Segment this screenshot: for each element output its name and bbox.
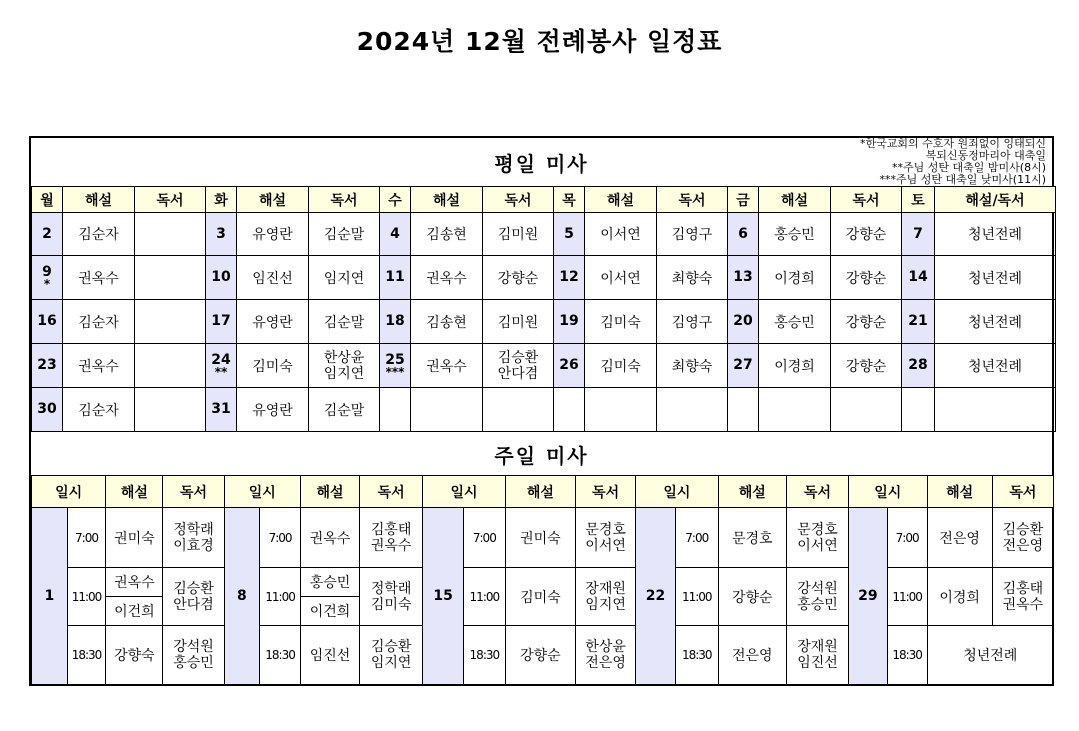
reader-name: 이서연 [797,537,838,554]
reading-cell: 김미원 [483,300,554,344]
reader-name: 임지연 [370,655,412,671]
reader-name: 정학래 [370,580,412,597]
reading-cell: 강향순 [831,300,902,344]
reading-cell [309,344,380,388]
mass-time: 18:30 [675,626,718,685]
commentary-cell: 김순자 [63,388,135,432]
day-number: 28 [908,357,928,373]
mass-time: 11:00 [260,568,301,626]
reader-name: 김승환 [173,580,214,597]
reader-name: 임지연 [323,365,365,382]
reading-cell [786,568,848,626]
sunday-mass-title: 주일 미사 [494,443,589,468]
commentary-reading-cell: 청년전례 [935,344,1056,388]
note-line: *한국교회의 수호자 원죄없이 잉태되신 [859,137,1046,150]
day-number: 19 [559,313,579,329]
reader-name: 장재원 [585,580,626,597]
reading-cell [360,626,423,685]
empty-cell [483,388,554,432]
reading-cell [135,388,206,432]
mass-time: 18:30 [887,626,927,685]
note-line: ***주님 성탄 대축일 낮미사(11시) [879,173,1046,186]
reader-name: 이서연 [585,537,626,554]
reader-name: 문경호 [797,521,838,538]
commentary-cell: 김미숙 [585,344,657,388]
reader-name: 강석원 [797,580,838,597]
header-cell: 해설 [718,476,786,508]
day-number-cell [728,256,759,300]
day-number: 4 [390,225,400,242]
commentary-cell: 김순자 [63,213,135,256]
header-cell: 해설 [927,476,992,508]
reader-name: 김홍태 [370,521,412,538]
reading-cell: 강향순 [831,213,902,256]
day-number: 31 [211,401,231,417]
header-cell: 일시 [636,476,719,508]
day-number-cell [206,213,237,256]
day-number: 24 [211,352,231,368]
commentary-cell: 권옥수 [411,256,483,300]
day-number: 9 [42,264,52,280]
day-number-cell [554,344,585,388]
reading-cell [576,568,636,626]
day-number: 30 [37,401,57,417]
reading-cell: 최향숙 [657,344,728,388]
commentary-reading-cell: 청년전례 [935,300,1056,344]
sunday-date-cell: 15 [423,508,464,685]
day-number: 2 [42,225,52,242]
reading-cell [992,508,1053,568]
day-number: 17 [211,313,231,329]
reader-name: 한상윤 [585,639,626,655]
commentary-cell: 권미숙 [106,508,163,568]
reader-name: 강석원 [173,639,214,655]
reader-name: 안다겸 [497,365,539,382]
sunday-date-cell: 8 [224,508,260,685]
commentary-cell: 김미숙 [237,344,309,388]
sunday-header-row [32,476,1054,508]
day-number: 6 [738,225,748,242]
reading-cell: 강향순 [831,256,902,300]
header-cell: 월 [32,187,63,213]
commentary-reading-cell: 청년전례 [935,256,1056,300]
mass-time: 18:30 [463,626,505,685]
reading-cell: 김영구 [657,300,728,344]
header-cell: 일시 [224,476,300,508]
day-number: 25 [385,352,405,368]
commentary-cell: 전은영 [718,626,786,685]
header-cell: 독서 [786,476,848,508]
empty-cell [657,388,728,432]
day-number: 18 [385,313,405,329]
reading-cell [163,508,224,568]
reading-cell: 최향숙 [657,256,728,300]
reading-cell [135,256,206,300]
empty-cell [585,388,657,432]
sunday-date-cell: 1 [32,508,68,685]
commentary-cell: 강향순 [718,568,786,626]
empty-cell [759,388,831,432]
mass-time: 11:00 [67,568,106,626]
reading-cell [786,626,848,685]
reading-cell [163,568,224,626]
reader-name: 권옥수 [370,537,412,554]
reading-cell [576,508,636,568]
day-number-cell [206,256,237,300]
day-number-cell [902,344,935,388]
commentary-cell: 강향숙 [106,626,163,685]
commentary-cell: 이서연 [585,213,657,256]
day-number: 20 [733,313,753,329]
empty-cell [554,388,585,432]
day-number: 5 [564,225,574,242]
commentary-cell: 홍승민 [759,213,831,256]
commentary-cell: 이건희 [300,597,359,626]
reader-name: 김홍태 [1002,580,1044,597]
sunday-row [32,626,1054,685]
commentary-reading-cell: 청년전례 [935,213,1056,256]
commentary-reading-cell: 청년전례 [927,626,1053,685]
mass-time: 11:00 [463,568,505,626]
day-number-cell [554,213,585,256]
day-number-cell [32,344,63,388]
commentary-cell: 권옥수 [300,508,359,568]
day-number-cell [380,256,411,300]
mass-time: 11:00 [887,568,927,626]
day-number: 14 [908,269,928,285]
sunday-row [32,508,1054,568]
header-cell: 독서 [576,476,636,508]
header-cell: 해설 [759,187,831,213]
weekday-row [32,388,1056,432]
reading-cell [360,508,423,568]
header-cell: 금 [728,187,759,213]
day-number-cell [32,300,63,344]
commentary-cell: 이건희 [106,597,163,626]
page-title: 2024년 12월 전례봉사 일정표 [356,27,723,56]
note-line: 복되신동정마리아 대축일 [925,149,1046,162]
mass-time: 18:30 [67,626,106,685]
day-number-cell [728,300,759,344]
commentary-cell: 권옥수 [411,344,483,388]
reading-cell: 강향순 [483,256,554,300]
day-number-cell [206,344,237,388]
day-number: 10 [211,269,231,285]
empty-cell [831,388,902,432]
empty-cell [728,388,759,432]
reader-name: 홍승민 [797,596,838,613]
mass-time: 7:00 [260,508,301,568]
reading-cell: 강향순 [831,344,902,388]
reading-cell: 김미원 [483,213,554,256]
commentary-cell: 이경희 [927,568,992,626]
day-number: 26 [559,357,579,373]
header-cell: 화 [206,187,237,213]
commentary-cell: 김송현 [411,213,483,256]
commentary-cell: 이서연 [585,256,657,300]
empty-cell [380,388,411,432]
commentary-cell: 홍승민 [300,568,359,597]
reader-name: 문경호 [585,521,626,538]
weekday-mass-title: 평일 미사 [494,151,589,176]
weekday-row [32,344,1056,388]
reader-name: 임지연 [585,596,626,613]
weekday-notes [860,138,1046,186]
commentary-cell: 강향순 [505,626,575,685]
header-cell: 해설 [106,476,163,508]
header-cell: 일시 [849,476,927,508]
commentary-cell: 김미숙 [585,300,657,344]
reader-name: 홍승민 [173,655,214,671]
header-cell: 독서 [135,187,206,213]
schedule-table [29,136,1054,686]
header-cell: 해설 [411,187,483,213]
day-number: 21 [908,313,928,329]
header-cell: 해설 [300,476,359,508]
day-number-cell [902,213,935,256]
mass-time: 18:30 [260,626,301,685]
reading-cell [135,213,206,256]
reading-cell: 김영구 [657,213,728,256]
reading-cell [576,626,636,685]
reader-name: 김미숙 [370,596,412,613]
header-cell: 독서 [657,187,728,213]
header-cell: 일시 [32,476,106,508]
day-number-cell [554,300,585,344]
header-cell: 토 [902,187,935,213]
header-cell: 일시 [423,476,506,508]
reader-name: 권옥수 [1002,596,1044,613]
day-number: 11 [385,269,405,285]
header-cell: 수 [380,187,411,213]
mass-time: 11:00 [675,568,718,626]
reading-cell: 김순말 [309,300,380,344]
commentary-cell: 임진선 [300,626,359,685]
reading-cell [992,568,1053,626]
commentary-cell: 유영란 [237,213,309,256]
reading-cell: 김순말 [309,388,380,432]
header-cell: 독서 [309,187,380,213]
day-number: 3 [216,225,226,242]
commentary-cell: 임진선 [237,256,309,300]
reader-name: 임진선 [797,655,838,671]
reader-name: 전은영 [1002,537,1044,554]
weekday-row [32,213,1056,256]
reading-cell [360,568,423,626]
special-mass-mark: * [43,277,51,291]
header-cell: 해설 [585,187,657,213]
day-number-cell [728,213,759,256]
day-number-cell [380,213,411,256]
header-cell: 해설 [237,187,309,213]
commentary-cell: 이경희 [759,344,831,388]
day-number-cell [554,256,585,300]
reading-cell [135,300,206,344]
day-number-cell [902,300,935,344]
note-line: **주님 성탄 대축일 밤미사(8시) [892,161,1046,174]
day-number-cell [32,388,63,432]
mass-time: 7:00 [887,508,927,568]
empty-cell [935,388,1056,432]
weekday-header-row [32,187,1056,213]
reader-name: 전은영 [585,655,626,671]
commentary-cell: 전은영 [927,508,992,568]
commentary-cell: 유영란 [237,388,309,432]
day-number-cell [206,388,237,432]
commentary-cell: 문경호 [718,508,786,568]
sunday-row [32,568,1054,597]
sunday-table [31,475,1054,685]
reader-name: 이효경 [173,537,214,554]
day-number-cell [728,344,759,388]
day-number: 23 [37,357,57,373]
reading-cell: 김순말 [309,213,380,256]
special-mass-mark: ** [214,365,228,379]
commentary-cell: 이경희 [759,256,831,300]
commentary-cell: 권옥수 [106,568,163,597]
reader-name: 장재원 [797,639,838,655]
day-number-cell [380,300,411,344]
reader-name: 정학래 [173,521,214,538]
weekday-row [32,256,1056,300]
reading-cell [135,344,206,388]
header-cell: 독서 [483,187,554,213]
mass-time: 7:00 [463,508,505,568]
header-cell: 목 [554,187,585,213]
sunday-date-cell: 29 [849,508,888,685]
commentary-cell: 김미숙 [505,568,575,626]
special-mass-mark: *** [385,365,405,379]
mass-time: 7:00 [67,508,106,568]
day-number: 12 [559,269,579,285]
day-number-cell [902,256,935,300]
weekday-table [31,186,1056,432]
mass-time: 7:00 [675,508,718,568]
header-cell: 독서 [992,476,1053,508]
commentary-cell: 권옥수 [63,256,135,300]
commentary-cell: 김송현 [411,300,483,344]
commentary-cell: 김순자 [63,300,135,344]
header-cell: 해설 [505,476,575,508]
reading-cell [483,344,554,388]
day-number: 13 [733,269,753,285]
day-number: 7 [913,225,923,242]
reader-name: 김승환 [497,349,539,366]
day-number-cell [380,344,411,388]
reading-cell [786,508,848,568]
day-number: 16 [37,313,57,329]
reader-name: 한상윤 [323,349,365,366]
reading-cell [163,626,224,685]
day-number-cell [32,213,63,256]
commentary-cell: 홍승민 [759,300,831,344]
header-cell: 해설 [63,187,135,213]
reader-name: 안다겸 [173,596,214,613]
empty-cell [411,388,483,432]
header-cell: 해설/독서 [935,187,1056,213]
reading-cell: 임지연 [309,256,380,300]
commentary-cell: 권옥수 [63,344,135,388]
header-cell: 독서 [163,476,224,508]
day-number: 27 [733,357,753,373]
empty-cell [902,388,935,432]
day-number-cell [32,256,63,300]
header-cell: 독서 [360,476,423,508]
reader-name: 김승환 [370,639,412,655]
commentary-cell: 유영란 [237,300,309,344]
commentary-cell: 권미숙 [505,508,575,568]
sunday-date-cell: 22 [636,508,676,685]
reader-name: 김승환 [1002,521,1044,538]
weekday-row [32,300,1056,344]
day-number-cell [206,300,237,344]
header-cell: 독서 [831,187,902,213]
